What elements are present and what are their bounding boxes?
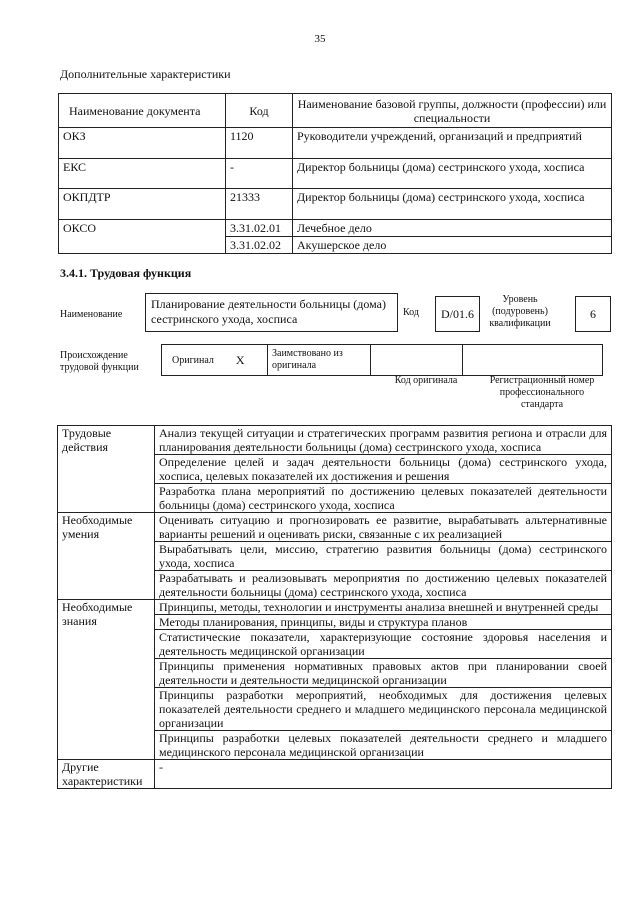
table-row: [59, 220, 612, 237]
table-row: [58, 600, 612, 615]
knowledge-item: Принципы применения нормативных правовых актов при планировании своей деятельности и деятельности медицинской организации: [155, 659, 612, 688]
table-row: [59, 128, 612, 159]
cell-code: 1120: [226, 128, 293, 159]
function-code-box: D/01.6: [435, 296, 480, 332]
registration-number-cell: [462, 344, 603, 376]
original-cell: [161, 344, 268, 376]
function-name-box: Планирование деятельности больницы (дома) сестринского ухода, хосписа: [145, 293, 398, 332]
labor-function-heading: 3.4.1. Трудовая функция: [60, 266, 192, 280]
name-label: Наименование: [60, 309, 123, 320]
other-value: -: [155, 760, 612, 789]
qualification-level-label: Уровень (подуровень) квалификации: [489, 294, 551, 329]
borrowed-cell: Заимствовано из оригинала: [267, 344, 371, 376]
original-code-caption: Код оригинала: [394, 375, 458, 386]
table-row: [58, 760, 612, 789]
skill-item: Оценивать ситуацию и прогнозировать ее развитие, вырабатывать альтернативные варианты решений и оценивать риски, связанные с их реализацией: [155, 513, 612, 542]
knowledge-item: Статистические показатели, характеризующие состояние здоровья населения и деятельность медицинской организации: [155, 630, 612, 659]
actions-label: Трудовые действия: [58, 426, 155, 513]
table-row: [59, 159, 612, 189]
original-mark: X: [235, 352, 245, 367]
action-item: Анализ текущей ситуации и стратегических программ развития региона и отрасли для планирования деятельности больницы (дома) сестринского ухода, хосписа: [155, 426, 612, 455]
labor-function-details-table: [57, 425, 612, 789]
registration-number-caption: Регистрационный номер профессионального стандарта: [489, 375, 595, 410]
original-code-cell: [370, 344, 463, 376]
cell-doc: ОКПДТР: [59, 189, 226, 220]
skill-item: Разрабатывать и реализовывать мероприятия по достижению целевых показателей деятельности больницы (дома) сестринского ухода, хосписа: [155, 571, 612, 600]
knowledge-label: Необходимые знания: [58, 600, 155, 760]
table-row: [59, 189, 612, 220]
cell-code: 3.31.02.02: [226, 237, 293, 254]
cell-name: Директор больницы (дома) сестринского ухода, хосписа: [293, 189, 612, 220]
cell-doc: ОКСО: [59, 220, 226, 237]
skill-item: Вырабатывать цели, миссию, стратегию развития больницы (дома) сестринского ухода, хосписа: [155, 542, 612, 571]
cell-doc: ОКЗ: [59, 128, 226, 159]
page-number: 35: [314, 33, 326, 45]
origin-label: Происхождение трудовой функции: [60, 350, 139, 373]
origin-row: [162, 344, 603, 376]
knowledge-item: Методы планирования, принципы, виды и структура планов: [155, 615, 612, 630]
skills-label: Необходимые умения: [58, 513, 155, 600]
section-heading-additional: Дополнительные характеристики: [60, 67, 231, 81]
qualification-level-box: 6: [575, 296, 611, 332]
knowledge-item: Принципы разработки целевых показателей деятельности среднего и младшего медицинского персонала медицинской организации: [155, 731, 612, 760]
header-code: Код: [226, 94, 293, 128]
cell-doc: [59, 237, 226, 254]
header-group-name: Наименование базовой группы, должности (профессии) или специальности: [293, 94, 612, 128]
table-row: [59, 237, 612, 254]
cell-doc: ЕКС: [59, 159, 226, 189]
header-document: Наименование документа: [59, 94, 226, 128]
knowledge-item: Принципы, методы, технологии и инструменты анализа внешней и внутренней среды: [155, 600, 612, 615]
code-label: Код: [403, 307, 419, 318]
other-label: Другие характеристики: [58, 760, 155, 789]
cell-name: Акушерское дело: [293, 237, 612, 254]
table-row: [58, 513, 612, 542]
cell-code: -: [226, 159, 293, 189]
action-item: Определение целей и задач деятельности больницы (дома) сестринского ухода, хосписа, целевых показателей их достижения и решения: [155, 455, 612, 484]
cell-name: Лечебное дело: [293, 220, 612, 237]
additional-characteristics-table: [58, 93, 612, 254]
knowledge-item: Принципы разработки мероприятий, необходимых для достижения целевых показателей деятельности среднего и младшего медицинского персонала медицинской организации: [155, 688, 612, 731]
cell-code: 21333: [226, 189, 293, 220]
original-label: Оригинал: [172, 354, 214, 366]
cell-code: 3.31.02.01: [226, 220, 293, 237]
table-header-row: [59, 94, 612, 128]
action-item: Разработка плана мероприятий по достижению целевых показателей деятельности больницы (дома) сестринского ухода, хосписа: [155, 484, 612, 513]
table-row: [58, 426, 612, 455]
cell-name: Руководители учреждений, организаций и предприятий: [293, 128, 612, 159]
cell-name: Директор больницы (дома) сестринского ухода, хосписа: [293, 159, 612, 189]
